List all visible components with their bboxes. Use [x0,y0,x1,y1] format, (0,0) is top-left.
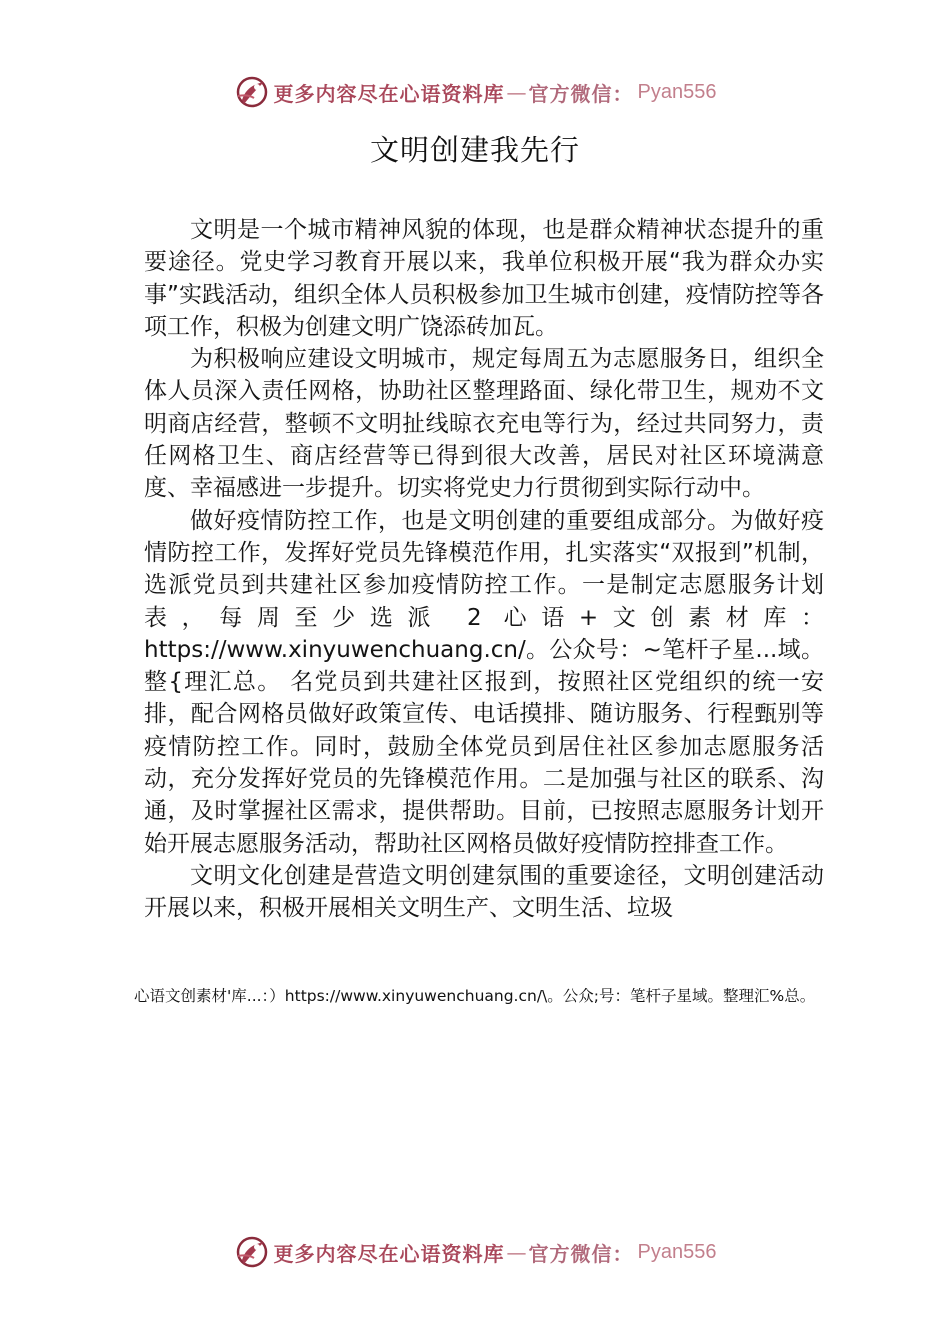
header-banner [0,72,950,112]
banner-wechat-label: 官方微信： [528,1241,634,1266]
footnote: 心语文创素材'库...：）https://www.xinyuwenchuang.cn/\。公众;号：笔杆子星域。整理汇%总。 [134,987,816,1005]
banner-wechat-label: 官方微信： [528,81,634,106]
banner-text: 更多内容尽在心语资料库 [273,1241,505,1266]
banner-text: 更多内容尽在心语资料库 [273,81,505,106]
brand-logo-icon [234,74,270,110]
document-body [144,214,824,925]
paragraph: 为积极响应建设文明城市，规定每周五为志愿服务日，组织全体人员深入责任网格，协助社区整理路面、绿化带卫生，规劝不文明商店经营，整顿不文明扯线晾衣充电等行为，经过共同努力，责任网格卫生、商店经营等已得到很大改善，居民对社区环境满意度、幸福感进一步提升。切实将党史力行贯彻到实际行动中。 [144,346,824,502]
page-title: 文明创建我先行 [369,133,580,167]
banner-wechat-id: Pyan556 [637,80,717,103]
footer-banner [0,1232,950,1272]
brand-logo-icon [234,1234,270,1270]
paragraph: 文明是一个城市精神风貌的体现，也是群众精神状态提升的重要途径。党史学习教育开展以来，我单位积极开展“我为群众办实事”实践活动，组织全体人员积极参加卫生城市创建，疫情防控等各项工作，积极为创建文明广饶添砖加瓦。 [144,217,824,340]
banner-separator: — [506,80,527,104]
paragraph: 文明文化创建是营造文明创建氛围的重要途径，文明创建活动开展以来，积极开展相关文明生产、文明生活、垃圾 [144,862,824,922]
banner-wechat-id: Pyan556 [637,1240,717,1263]
banner-separator: — [506,1240,527,1264]
paragraph: 做好疫情防控工作，也是文明创建的重要组成部分。为做好疫情防控工作，发挥好党员先锋模范作用，扎实落实“双报到”机制，选派党员到共建社区参加疫情防控工作。一是制定志愿服务计划表，每周至少选派 2 心语+文创素材库：https://www.xinyuwenchuang.cn/。公众号：~笔杆子星...域。整{理汇总。 名党员到共建社区报到，按照社区党组织的统一安排，配合网格员做好政策宣传、电话摸排、随访服务、行程甄别等疫情防控工作。同时，鼓励全体党员到居住社区参加志愿服务活动，充分发挥好党员的先锋模范作用。二是加强与社区的联系、沟通，及时掌握社区需求，提供帮助。目前，已按照志愿服务计划开始开展志愿服务活动，帮助社区网格员做好疫情防控排查工作。 [144,507,824,857]
